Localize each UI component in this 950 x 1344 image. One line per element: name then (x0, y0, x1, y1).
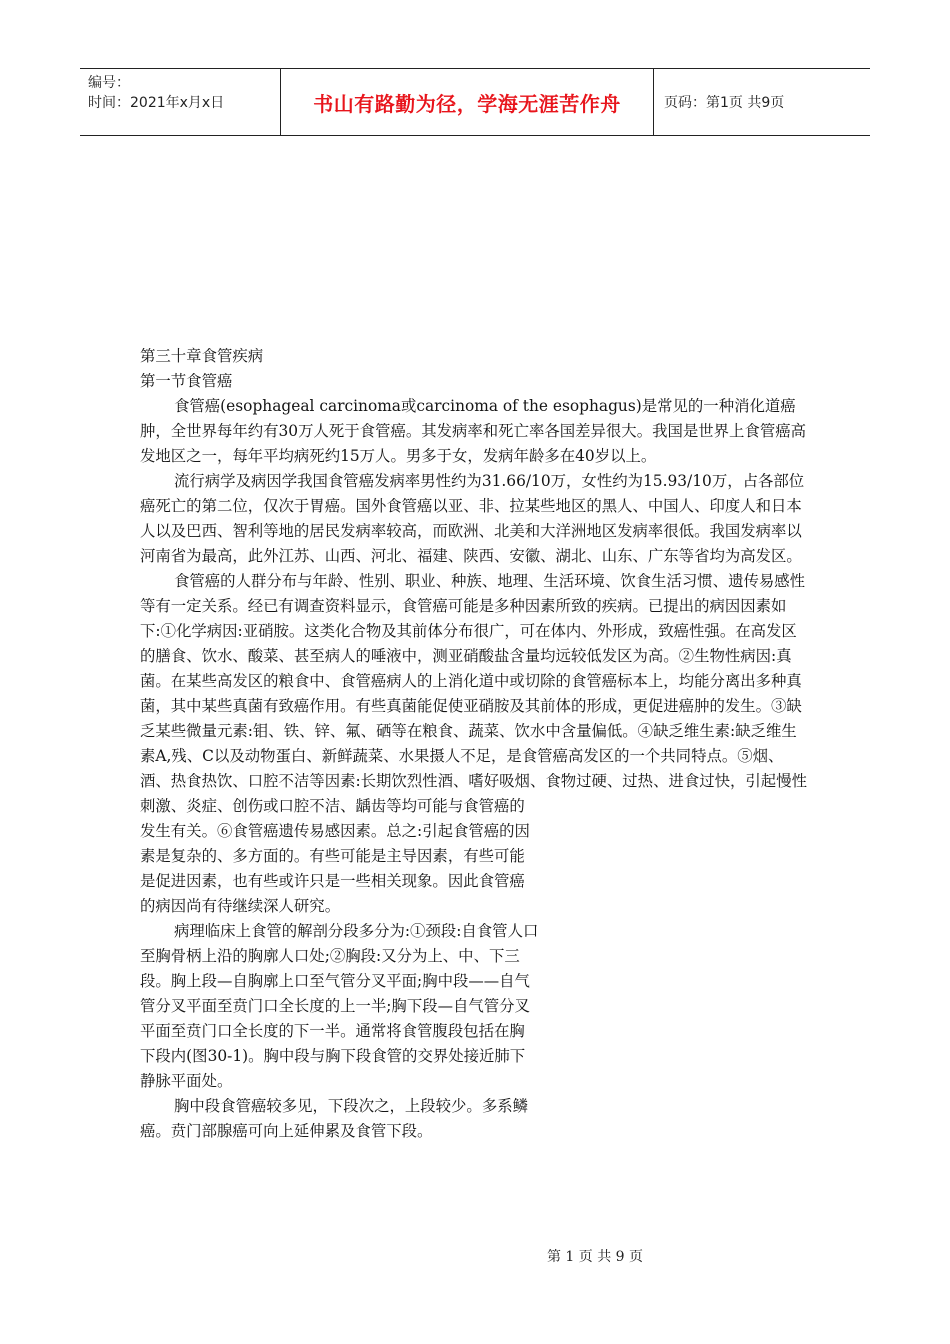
paragraph-pathology-types: 胸中段食管癌较多见，下段次之，上段较少。多系鳞癌。贲门部腺癌可向上延伸累及食管下段。 (140, 1097, 528, 1140)
header-motto: 书山有路勤为径，学海无涯苦作舟 (281, 69, 654, 135)
paragraph-pathology: 病理临床上食管的解剖分段多分为:①颈段:自食管人口至胸骨柄上沿的胸廓人口处;②胸段:又分为上、中、下三段。胸上段—自胸廓上口至气管分叉平面;胸中段——自气管分叉平面至贲门口全长度的上一半;胸下段—自气管分叉平面至贲门口全长度的下一半。通常将食管腹段包括在胸下段内(图30-1)。胸中段与胸下段食管的交界处接近肺下静脉平面处。 (140, 922, 539, 1090)
chapter-title: 第三十章食管疾病 (140, 347, 264, 365)
paragraph-intro: 食管癌(esophageal carcinoma或carcinoma of the esophagus)是常见的一种消化道癌肿，全世界每年约有30万人死于食管癌。其发病率和死亡率各国差异很大。我国是世界上食管癌高发地区之一，每年平均病死约15万人。男多于女，发病年龄多在40岁以上。 (140, 397, 806, 465)
section-title: 第一节食管癌 (140, 372, 233, 390)
header-page-info: 页码：第1页 共9页 (664, 95, 785, 111)
document-number-label: 编号： (88, 75, 130, 91)
header-meta (80, 69, 281, 135)
paragraph-etiology: 食管癌的人群分布与年龄、性别、职业、种族、地理、生活环境、饮食生活习惯、遗传易感性等有一定关系。经已有调查资料显示，食管癌可能是多种因素所致的疾病。已提出的病因因素如下:①化学病因:亚硝胺。这类化合物及其前体分布很广，可在体内、外形成，致癌性强。在高发区的膳食、饮水、酸菜、甚至病人的唾液中，测亚硝酸盐含量均远较低发区为高。②生物性病因:真菌。在某些高发区的粮食中、食管癌病人的上消化道中或切除的食管癌标本上，均能分离出多种真菌，其中某些真菌有致癌作用。有些真菌能促使亚硝胺及其前体的形成，更促进癌肿的发生。③缺乏某些微量元素:钼、铁、锌、氟、硒等在粮食、蔬菜、饮水中含量偏低。④缺乏维生素:缺乏维生素A,残、C以及动物蛋白、新鲜蔬菜、水果摄人不足，是食管癌高发区的一个共同特点。⑤烟、酒、热食热饮、口腔不洁等因素:长期饮烈性酒、嗜好吸烟、食物过硬、过热、进食过快，引起慢性 (140, 572, 807, 790)
page-header (80, 68, 870, 136)
paragraph-epidemiology: 流行病学及病因学我国食管癌发病率男性约为31.66/10万，女性约为15.93/10万，占各部位癌死亡的第二位，仅次于胃癌。国外食管癌以亚、非、拉某些地区的黑人、中国人、印度人和日本人以及巴西、智利等地的居民发病率较高，而欧洲、北美和大洋洲地区发病率很低。我国发病率以河南省为最高，此外江苏、山西、河北、福建、陕西、安徽、湖北、山东、广东等省均为高发区。 (140, 472, 805, 565)
document-body (140, 344, 810, 1144)
paragraph-etiology-continued: 刺激、炎症、创伤或口腔不洁、龋齿等均可能与食管癌的发生有关。⑥食管癌遗传易感因素。总之:引起食管癌的因素是复杂的、多方面的。有些可能是主导因素，有些可能是促进因素，也有些或许只是一些相关现象。因此食管癌的病因尚有待继续深人研究。 (140, 797, 530, 915)
page-footer: 第 1 页 共 9 页 (546, 1249, 644, 1265)
document-date: 时间：2021年x月x日 (88, 95, 225, 111)
